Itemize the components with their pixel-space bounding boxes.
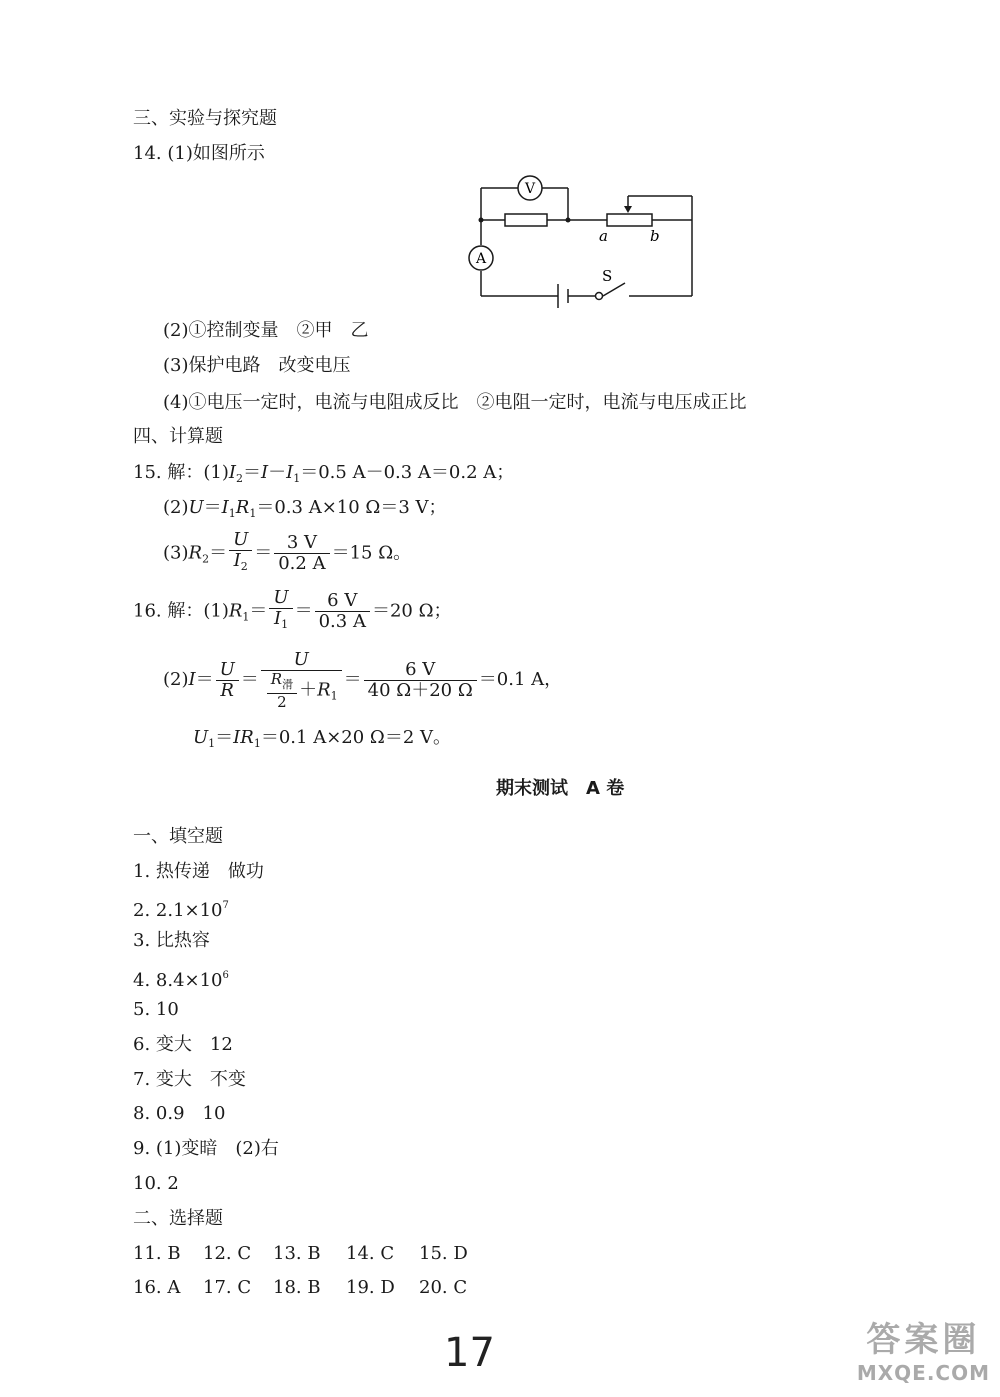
section-heading-choice: 二、选择题 [133,1208,223,1229]
q14-label: 14. (1)如图所示 [133,143,265,164]
choice-answer: 12. C [203,1243,252,1264]
final-test-title: 期末测试 A 卷 [496,778,625,799]
choice-answer: 14. C [346,1243,395,1264]
q15-line1: 15. 解：$(1)I_2=I-I_1=0.5$ A－0.3 A＝0.2 A； [133,462,515,485]
q16-line2: (2)I＝ $\frac{U}{R}$ ＝ U $\frac{R_滑}{2}$ $+R_1$ ＝ $\frac{6 V}{40 \Omega+20 \Omega}$ ＝0.1 A， [163,649,563,711]
fill-item-9: 9. (1)变暗 (2)右 [133,1138,279,1159]
voltmeter-label: V [524,181,536,197]
section-heading-fill: 一、填空题 [133,826,223,847]
fill-item-2: 2. $2.1\times 10^7$ [133,900,229,921]
choice-answer: 16. A [133,1277,181,1298]
choice-answer: 20. C [419,1277,468,1298]
page-number: 17 [444,1330,495,1376]
slider-arrow-icon [624,206,632,213]
fill-item-5: 5. 10 [133,999,179,1020]
background-watermark [310,820,400,950]
rheostat-end-a: a [599,227,608,245]
switch-label: S [602,267,613,285]
choice-answer: 15. D [419,1243,468,1264]
fill-item-10: 10. 2 [133,1173,179,1194]
choice-answer: 18. B [273,1277,321,1298]
logo-url: MXQE.COM [856,1361,990,1385]
q16-line3: $U_1=IR_1=0.1$ A×20 Ω＝2 V。 [193,727,452,750]
q15-line2: $(2)U=I_1R_1=0.3$ A×10 Ω＝3 V； [163,497,447,520]
fill-item-4: 4. $8.4\times 10^6$ [133,970,229,991]
section-heading-calculation: 四、计算题 [133,426,223,447]
site-logo [857,1312,990,1385]
q14-part4: (4)①电压一定时，电流与电阻成反比 ②电阻一定时，电流与电压成正比 [163,392,747,413]
rheostat-end-b: b [650,227,660,245]
section-heading-experiment: 三、实验与探究题 [133,108,277,129]
q16-line1: 16. 解：$(1)R_1=$ $\frac{U}{I_1}$ ＝ $\frac{6 V}{0.3 A}$ ＝20 Ω； [133,587,452,632]
q14-part3: (3)保护电路 改变电压 [163,355,351,376]
fill-item-7: 7. 变大 不变 [133,1069,246,1090]
q14-part2: (2)①控制变量 ②甲 乙 [163,320,369,341]
fill-item-8: 8. 0.9 10 [133,1103,226,1124]
fill-item-6: 6. 变大 12 [133,1034,233,1055]
fill-item-3: 3. 比热容 [133,930,210,951]
ammeter-label: A [475,251,487,267]
q15-line3: $(3)R_2=$ $\frac{U}{I_2}$ ＝ $\frac{3 V}{0.2 A}$ ＝15 Ω。 [163,529,412,574]
choice-answer: 17. C [203,1277,252,1298]
choice-answer: 13. B [273,1243,321,1264]
fill-item-1: 1. 热传递 做功 [133,861,264,882]
choice-answer: 11. B [133,1243,181,1264]
circuit-diagram [465,170,705,310]
choice-answer: 19. D [346,1277,395,1298]
logo-text: 答案圈 [866,1320,981,1360]
